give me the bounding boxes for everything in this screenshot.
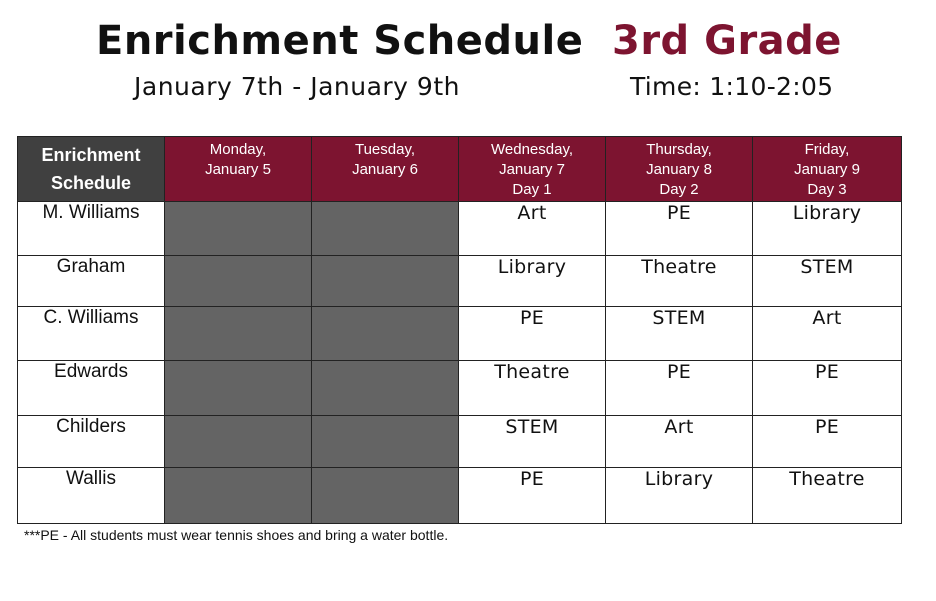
header-line: January 6	[352, 161, 418, 178]
table-row	[18, 361, 902, 416]
activity-cell-friday: Art	[753, 307, 902, 361]
header-friday	[753, 137, 902, 202]
title-row	[0, 14, 936, 72]
table-row	[18, 256, 902, 307]
blocked-cell	[165, 468, 312, 524]
activity-cell-thursday: Theatre	[606, 256, 753, 307]
blocked-cell	[312, 416, 459, 468]
table-row	[18, 468, 902, 524]
header-line: Tuesday,	[354, 141, 416, 158]
blocked-cell	[165, 202, 312, 256]
header-thursday	[606, 137, 753, 202]
header-line: Friday,	[804, 141, 850, 158]
table-row	[18, 307, 902, 361]
teacher-cell: Graham	[18, 256, 165, 307]
blocked-cell	[312, 361, 459, 416]
activity-cell-friday: PE	[753, 416, 902, 468]
header-line: January 9	[794, 161, 860, 178]
teacher-cell: M. Williams	[18, 202, 165, 256]
header-row	[18, 137, 902, 202]
blocked-cell	[312, 307, 459, 361]
table-row	[18, 416, 902, 468]
teacher-cell: Wallis	[18, 468, 165, 524]
teacher-cell: Edwards	[18, 361, 165, 416]
time-range: Time: 1:10-2:05	[630, 72, 834, 101]
header-line: January 8	[646, 161, 712, 178]
header-line: January 5	[205, 161, 271, 178]
blocked-cell	[312, 202, 459, 256]
header-line: Thursday,	[646, 141, 712, 158]
grade-title: 3rd Grade	[612, 18, 842, 64]
activity-cell-friday: STEM	[753, 256, 902, 307]
corner-line: Schedule	[50, 173, 132, 193]
blocked-cell	[165, 256, 312, 307]
blocked-cell	[165, 307, 312, 361]
activity-cell-thursday: STEM	[606, 307, 753, 361]
blocked-cell	[312, 256, 459, 307]
teacher-cell: C. Williams	[18, 307, 165, 361]
footnote: ***PE - All students must wear tennis shoes and bring a water bottle.	[24, 527, 449, 543]
blocked-cell	[312, 468, 459, 524]
activity-cell-wednesday: Library	[459, 256, 606, 307]
schedule-table	[17, 136, 902, 524]
blocked-cell	[165, 416, 312, 468]
header-monday	[165, 137, 312, 202]
header-line: Wednesday,	[491, 141, 573, 158]
teacher-cell: Childers	[18, 416, 165, 468]
activity-cell-wednesday: PE	[459, 307, 606, 361]
activity-cell-wednesday: STEM	[459, 416, 606, 468]
activity-cell-wednesday: Theatre	[459, 361, 606, 416]
activity-cell-friday: Theatre	[753, 468, 902, 524]
activity-cell-thursday: Library	[606, 468, 753, 524]
header-wednesday	[459, 137, 606, 202]
header-line: Day 3	[807, 181, 847, 198]
header-line: Day 1	[512, 181, 552, 198]
date-range: January 7th - January 9th	[134, 72, 460, 101]
activity-cell-wednesday: PE	[459, 468, 606, 524]
activity-cell-friday: Library	[753, 202, 902, 256]
corner-line: Enrichment	[41, 145, 141, 165]
header-line: January 7	[499, 161, 565, 178]
header-line: Day 2	[659, 181, 699, 198]
activity-cell-wednesday: Art	[459, 202, 606, 256]
header-line: Monday,	[209, 141, 267, 158]
page-title: Enrichment Schedule	[96, 18, 584, 64]
corner-header	[18, 137, 165, 202]
activity-cell-thursday: PE	[606, 202, 753, 256]
activity-cell-thursday: PE	[606, 361, 753, 416]
table-row	[18, 202, 902, 256]
header-tuesday	[312, 137, 459, 202]
activity-cell-friday: PE	[753, 361, 902, 416]
blocked-cell	[165, 361, 312, 416]
activity-cell-thursday: Art	[606, 416, 753, 468]
